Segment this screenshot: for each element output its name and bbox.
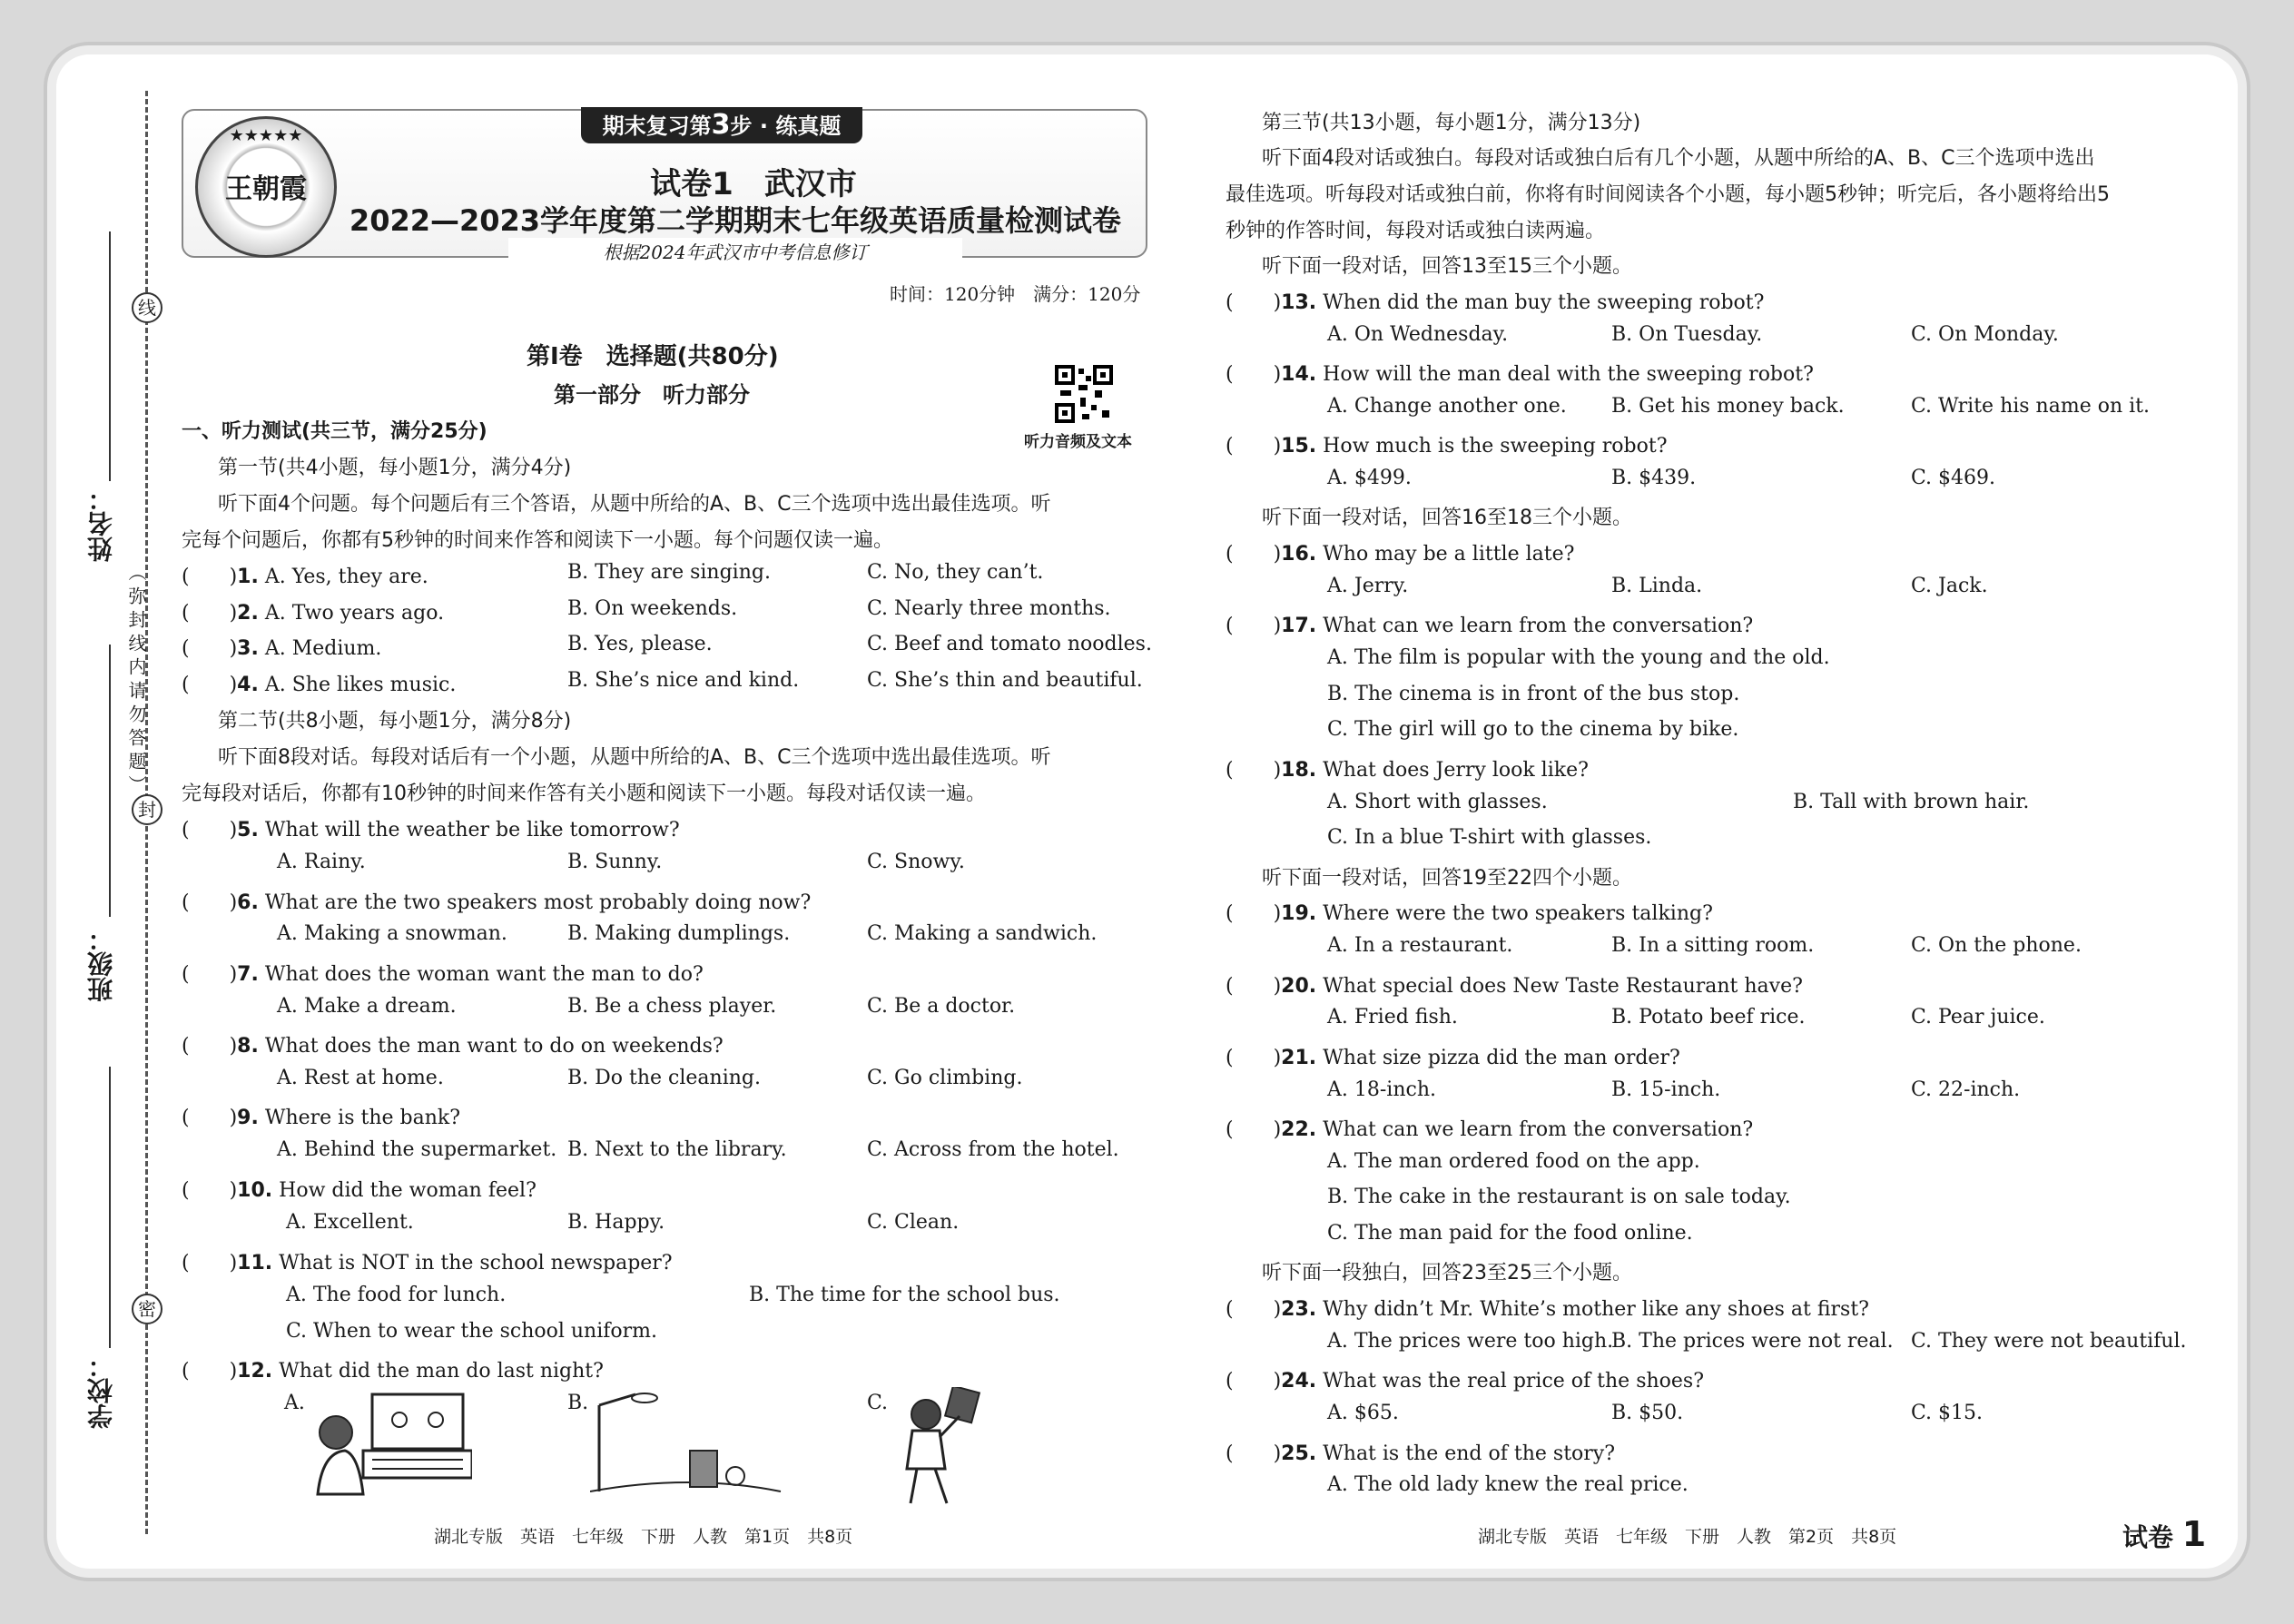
question-stem[interactable]: ( )6. What are the two speakers most probably doing now? (182, 891, 812, 914)
option-a[interactable]: A. $65. (1327, 1402, 1399, 1424)
qr-code-icon[interactable] (1055, 365, 1113, 423)
exam-title: 2022—2023学年度第二学期期末七年级英语质量检测试卷 (349, 203, 1122, 238)
option-b[interactable]: B. They are singing. (567, 561, 771, 584)
option-b[interactable]: B. She’s nice and kind. (567, 669, 800, 692)
option-a[interactable]: A. Rainy. (277, 851, 366, 873)
option-b[interactable]: B. $50. (1611, 1402, 1684, 1424)
option-b[interactable]: B. Making dumplings. (567, 922, 791, 945)
option-a[interactable]: A. Make a dream. (277, 995, 457, 1018)
binding-line-label: 线 (132, 292, 162, 323)
question-stem[interactable]: ( )5. What will the weather be like tomorrow? (182, 819, 680, 842)
section1-desc: 听下面4个问题。每个问题后有三个答语，从题中所给的A、B、C三个选项中选出最佳选项。听 (218, 493, 1051, 516)
question-stem[interactable]: ( )12. What did the man do last night? (182, 1360, 604, 1383)
section1-heading: 第一节(共4小题，每小题1分，满分4分) (218, 457, 572, 479)
option-b[interactable]: B. Get his money back. (1611, 395, 1845, 418)
question-row[interactable]: ( )4. A. She likes music. (182, 674, 457, 696)
question-stem[interactable]: ( )20. What special does New Taste Restaurant have? (1226, 975, 1803, 998)
question-stem[interactable]: ( )22. What can we learn from the conversation? (1226, 1118, 1754, 1141)
option-c[interactable]: C. Pear juice. (1911, 1006, 2045, 1029)
option-c[interactable]: C. On the phone. (1911, 934, 2082, 957)
question-row[interactable]: ( )3. A. Medium. (182, 637, 382, 660)
option-b[interactable]: B. On Tuesday. (1611, 323, 1763, 346)
question-row[interactable]: ( )2. A. Two years ago. (182, 602, 445, 625)
time-score: 时间：120分钟 满分：120分 (890, 283, 1141, 305)
option-b[interactable]: B. The prices were not real. (1611, 1330, 1894, 1353)
brand-logo (195, 116, 337, 258)
man-watching-tv-picture[interactable] (309, 1387, 472, 1496)
paper-number: 试卷 1 (2122, 1514, 2207, 1554)
option-a[interactable]: A. The old lady knew the real price. (1327, 1473, 1689, 1496)
group-heading: 听下面一段对话，回答16至18三个小题。 (1262, 507, 1632, 529)
option-c[interactable]: C. Clean. (867, 1211, 960, 1234)
star-icon: ★★★★★ (229, 126, 303, 145)
option-c[interactable]: C. (867, 1392, 889, 1414)
option-c[interactable]: C. On Monday. (1911, 323, 2059, 346)
question-stem[interactable]: ( )11. What is NOT in the school newspaper? (182, 1252, 673, 1275)
option-b[interactable]: B. Potato beef rice. (1611, 1006, 1806, 1029)
option-c[interactable]: C. Beef and tomato noodles. (867, 633, 1152, 655)
option-c[interactable]: C. Go climbing. (867, 1067, 1023, 1089)
option-c[interactable]: C. No, they can’t. (867, 561, 1044, 584)
question-stem[interactable]: ( )23. Why didn’t Mr. White’s mother like any shoes at first? (1226, 1298, 1869, 1321)
option-a[interactable]: A. Change another one. (1327, 395, 1567, 418)
option-c[interactable]: C. Snowy. (867, 851, 965, 873)
paper-title: 试卷1 武汉市 (650, 166, 857, 202)
question-stem[interactable]: ( )9. Where is the bank? (182, 1107, 461, 1129)
question-stem[interactable]: ( )21. What size pizza did the man order? (1226, 1047, 1680, 1069)
section3-desc: 最佳选项。听每段对话或独白前，你将有时间阅读各个小题，每小题5秒钟；听完后，各小题将给出5 (1226, 183, 2110, 206)
question-stem[interactable]: ( )7. What does the woman want the man to do? (182, 963, 704, 986)
section2-heading: 第二节(共8小题，每小题1分，满分8分) (218, 710, 572, 733)
option-b[interactable]: B. Linda. (1611, 575, 1703, 597)
section3-desc: 秒钟的作答时间，每段对话或独白读两遍。 (1226, 220, 1606, 242)
binding-secret-label: 密 (132, 1294, 162, 1324)
footer-left: 湖北专版 英语 七年级 下册 人教 第1页 共8页 (434, 1527, 853, 1547)
option-c[interactable]: C. She’s thin and beautiful. (867, 669, 1143, 692)
option-c[interactable]: C. In a blue T-shirt with glasses. (1327, 826, 1652, 849)
section2-desc: 听下面8段对话。每段对话后有一个小题，从题中所给的A、B、C三个选项中选出最佳选项。听 (218, 746, 1051, 769)
question-stem[interactable]: ( )24. What was the real price of the shoes? (1226, 1370, 1705, 1393)
option-b[interactable]: B. Happy. (567, 1211, 665, 1234)
option-c[interactable]: C. Write his name on it. (1911, 395, 2150, 418)
option-a[interactable]: A. The man ordered food on the app. (1327, 1150, 1700, 1173)
question-stem[interactable]: ( )16. Who may be a little late? (1226, 543, 1575, 566)
option-b[interactable]: B. Tall with brown hair. (1793, 791, 2030, 813)
section3-desc: 听下面4段对话或独白。每段对话或独白后有几个小题，从题中所给的A、B、C三个选项中选出 (1262, 147, 2095, 170)
seal-note: （弥封线内请勿答题） (125, 563, 147, 799)
option-a[interactable]: A. Jerry. (1327, 575, 1409, 597)
option-b[interactable]: B. In a sitting room. (1611, 934, 1815, 957)
option-a[interactable]: A. The film is popular with the young and the old. (1327, 646, 1830, 669)
question-row[interactable]: ( )1. A. Yes, they are. (182, 566, 428, 588)
option-a[interactable]: A. $499. (1327, 467, 1412, 489)
section3-heading: 第三节(共13小题，每小题1分，满分13分) (1262, 112, 1641, 134)
option-a[interactable]: A. Making a snowman. (277, 922, 507, 945)
option-b[interactable]: B. (567, 1392, 589, 1414)
option-c[interactable]: C. The man paid for the food online. (1327, 1222, 1693, 1245)
basketball-shooting-picture[interactable] (590, 1387, 790, 1496)
option-a[interactable]: A. Behind the supermarket. (277, 1138, 557, 1161)
option-a[interactable]: A. Excellent. (286, 1211, 414, 1234)
option-b[interactable]: B. The cinema is in front of the bus stop. (1327, 683, 1740, 705)
name-field-label: 姓名： (86, 486, 116, 562)
option-a[interactable]: A. The prices were too high. (1327, 1330, 1614, 1353)
option-b[interactable]: B. Yes, please. (567, 633, 713, 655)
section1-desc: 完每个问题后，你都有5秒钟的时间来作答和阅读下一小题。每个问题仅读一遍。 (182, 529, 893, 552)
option-a[interactable]: A. 18-inch. (1327, 1078, 1436, 1101)
logo-text: 王朝霞 (225, 173, 307, 205)
option-c[interactable]: C. 22-inch. (1911, 1078, 2021, 1101)
question-stem[interactable]: ( )8. What does the man want to do on weekends? (182, 1035, 724, 1058)
option-c[interactable]: C. They were not beautiful. (1911, 1330, 2187, 1353)
name-field-line[interactable] (109, 231, 111, 481)
binding-seal-label: 封 (132, 794, 162, 825)
option-a[interactable]: A. In a restaurant. (1327, 934, 1513, 957)
option-b[interactable]: B. Do the cleaning. (567, 1067, 761, 1089)
footer-right: 湖北专版 英语 七年级 下册 人教 第2页 共8页 (1478, 1527, 1897, 1547)
question-stem[interactable]: ( )25. What is the end of the story? (1226, 1442, 1616, 1465)
school-field-label: 学校： (86, 1353, 116, 1429)
review-banner: 期末复习第3步 · 练真题 (581, 107, 862, 143)
volume-heading: 第Ⅰ卷 选择题(共80分) (527, 343, 779, 370)
option-c[interactable]: C. Be a doctor. (867, 995, 1016, 1018)
option-c[interactable]: C. Jack. (1911, 575, 1988, 597)
option-a[interactable]: A. On Wednesday. (1327, 323, 1509, 346)
option-b[interactable]: B. On weekends. (567, 597, 738, 620)
school-field-line[interactable] (109, 1067, 111, 1348)
group-heading: 听下面一段对话，回答13至15三个小题。 (1262, 255, 1632, 278)
question-stem[interactable]: ( )14. How will the man deal with the sweeping robot? (1226, 363, 1814, 386)
option-a[interactable]: A. Short with glasses. (1327, 791, 1548, 813)
question-stem[interactable]: ( )19. Where were the two speakers talking? (1226, 902, 1713, 925)
revision-note: 根据2024年武汉市中考信息修订 (508, 238, 962, 264)
option-a[interactable]: A. (284, 1392, 305, 1414)
question-stem[interactable]: ( )17. What can we learn from the conversation? (1226, 615, 1754, 637)
option-b[interactable]: B. The time for the school bus. (749, 1284, 1060, 1306)
option-c[interactable]: C. The girl will go to the cinema by bike. (1327, 718, 1739, 741)
option-b[interactable]: B. Sunny. (567, 851, 663, 873)
question-stem[interactable]: ( )18. What does Jerry look like? (1226, 759, 1589, 782)
option-c[interactable]: C. $15. (1911, 1402, 1984, 1424)
option-c[interactable]: C. Nearly three months. (867, 597, 1111, 620)
listening-heading: 一、听力测试(共三节，满分25分) (182, 420, 487, 443)
boy-playing-game-picture[interactable] (885, 1387, 994, 1505)
class-field-label: 班级： (86, 926, 116, 1002)
section2-desc: 完每段对话后，你都有10秒钟的时间来作答有关小题和阅读下一小题。每段对话仅读一遍。 (182, 782, 986, 805)
option-c[interactable]: C. Across from the hotel. (867, 1138, 1119, 1161)
option-a[interactable]: A. Fried fish. (1327, 1006, 1458, 1029)
part-heading: 第一部分 听力部分 (554, 382, 750, 408)
qr-label: 听力音频及文本 (1024, 433, 1132, 451)
option-b[interactable]: B. Be a chess player. (567, 995, 777, 1018)
option-b[interactable]: B. $439. (1611, 467, 1697, 489)
option-b[interactable]: B. Next to the library. (567, 1138, 787, 1161)
option-b[interactable]: B. The cake in the restaurant is on sale today. (1327, 1186, 1791, 1208)
question-stem[interactable]: ( )15. How much is the sweeping robot? (1226, 435, 1668, 458)
option-a[interactable]: A. The food for lunch. (286, 1284, 507, 1306)
option-c[interactable]: C. Making a sandwich. (867, 922, 1098, 945)
question-stem[interactable]: ( )13. When did the man buy the sweeping robot? (1226, 291, 1765, 314)
option-a[interactable]: A. Rest at home. (277, 1067, 444, 1089)
group-heading: 听下面一段独白，回答23至25三个小题。 (1262, 1262, 1632, 1284)
question-stem[interactable]: ( )10. How did the woman feel? (182, 1179, 537, 1202)
class-field-line[interactable] (109, 645, 111, 917)
option-c[interactable]: C. When to wear the school uniform. (286, 1320, 658, 1343)
option-b[interactable]: B. 15-inch. (1611, 1078, 1721, 1101)
option-c[interactable]: C. $469. (1911, 467, 1996, 489)
group-heading: 听下面一段对话，回答19至22四个小题。 (1262, 867, 1632, 890)
